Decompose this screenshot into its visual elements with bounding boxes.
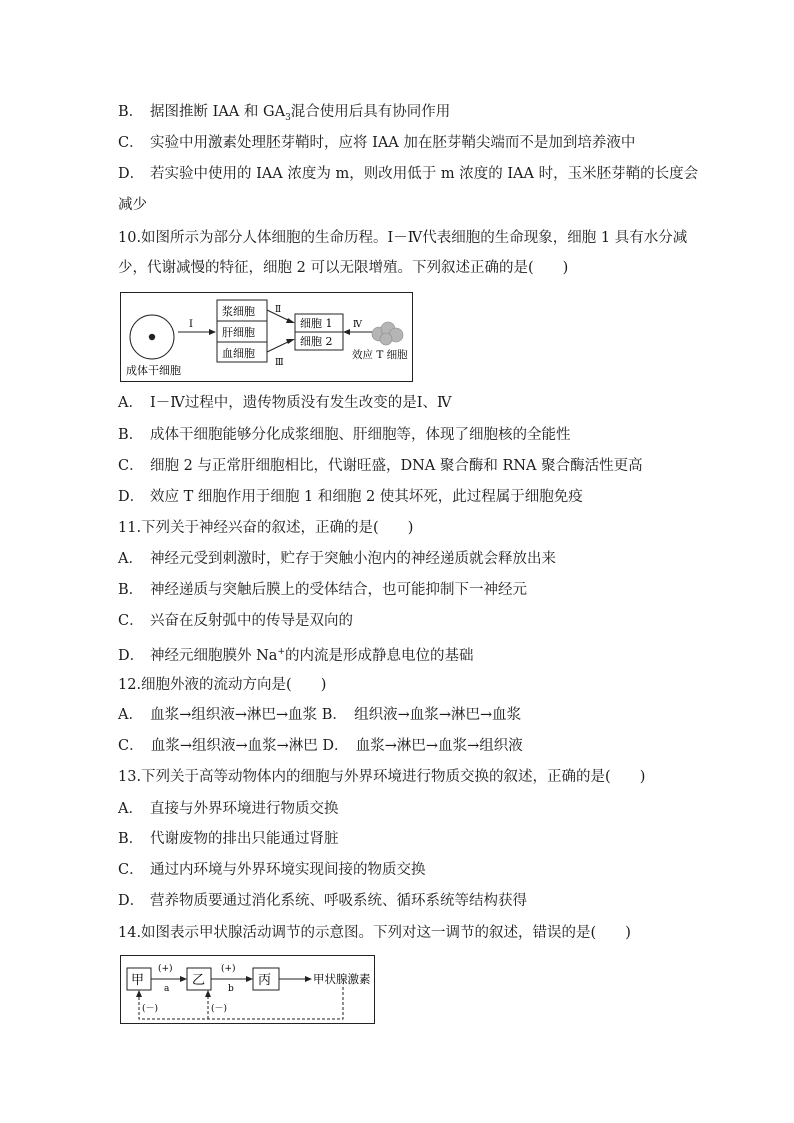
a-label: a (164, 984, 170, 994)
option-text: 神经元受到刺激时，贮存于突触小泡内的神经递质就会释放出来 (150, 551, 556, 567)
q9-option-d (118, 165, 698, 183)
option-label: D． (118, 647, 145, 664)
arrow-iii-label: Ⅲ (275, 358, 284, 368)
q12-options-row-1: A． 血浆→组织液→淋巴→血浆 B． 组织液→血浆→淋巴→血浆 (118, 707, 522, 723)
liver-cell-label: 肝细胞 (222, 326, 255, 339)
plasma-cell-label: 浆细胞 (222, 305, 255, 318)
option-label: B． (118, 427, 144, 443)
q12-stem: 12.细胞外液的流动方向是( ) (118, 677, 327, 693)
option-text: 营养物质要通过消化系统、呼吸系统、循环系统等结构获得 (150, 893, 527, 909)
q10-option-b (118, 426, 571, 444)
option-text: 效应 T 细胞作用于细胞 1 和细胞 2 使其坏死，此过程属于细胞免疫 (150, 489, 583, 505)
q14-stem: 14.如图表示甲状腺活动调节的示意图。下列对这一调节的叙述，错误的是( ) (118, 925, 631, 941)
plus-a-label: (+) (158, 964, 173, 974)
plus-b-label: (+) (221, 964, 236, 974)
option-label: A． (118, 395, 143, 411)
effector-t-cell-shape (372, 322, 403, 345)
q10-option-a (118, 394, 451, 412)
q10-stem-1: 10.如图所示为部分人体细胞的生命历程。Ⅰ－Ⅳ代表细胞的生命现象，细胞 1 具有水分减 (118, 230, 688, 246)
q10-option-d (118, 488, 583, 506)
q13-option-a (118, 800, 339, 818)
stem-cell-nucleus (149, 334, 155, 340)
q11-stem: 11.下列关于神经兴奋的叙述，正确的是( ) (118, 520, 414, 536)
option-label: C． (118, 613, 144, 629)
q11-option-d (118, 643, 474, 665)
yi-label: 乙 (192, 973, 206, 988)
feedback-line-1 (139, 987, 343, 1019)
option-text: 成体干细胞能够分化成浆细胞、肝细胞等，体现了细胞核的全能性 (150, 427, 571, 443)
stem-cell-label: 成体干细胞 (126, 364, 181, 377)
option-label: C． (118, 135, 144, 151)
q10-option-c (118, 457, 643, 475)
q13-option-d (118, 892, 527, 910)
subscript: 3 (285, 112, 291, 123)
q9-option-d-cont: 减少 (118, 197, 147, 213)
option-label: B． (118, 582, 144, 598)
option-text-b: 混合使用后具有协同作用 (290, 104, 451, 120)
cell-life-history-figure (120, 292, 413, 382)
minus-2-label: (－) (211, 1004, 228, 1014)
q11-option-a (118, 550, 556, 568)
option-text-a: 据图推断 IAA 和 GA (150, 104, 286, 120)
q13-stem: 13.下列关于高等动物体内的细胞与外界环境进行物质交换的叙述，正确的是( ) (118, 769, 646, 785)
q10-stem-2: 少，代谢减慢的特征，细胞 2 可以无限增殖。下列叙述正确的是( ) (118, 260, 569, 276)
option-text: 细胞 2 与正常肝细胞相比，代谢旺盛，DNA 聚合酶和 RNA 聚合酶活性更高 (150, 458, 643, 474)
option-label: C． (118, 862, 144, 878)
cell-1-label: 细胞 1 (300, 317, 333, 330)
option-label: D． (118, 489, 145, 505)
option-label: D． (118, 893, 145, 909)
option-text: 代谢废物的排出只能通过肾脏 (150, 831, 339, 847)
option-text: 实验中用激素处理胚芽鞘时，应将 IAA 加在胚芽鞘尖端而不是加到培养液中 (150, 135, 636, 151)
option-label: A． (118, 801, 143, 817)
arrow-iv-label: Ⅳ (353, 320, 362, 330)
option-label: C． (118, 458, 144, 474)
effector-t-cell-label: 效应 T 细胞 (352, 349, 408, 361)
bing-label: 丙 (258, 973, 272, 988)
option-text-a: 神经元细胞膜外 Na (150, 647, 278, 664)
option-text: 通过内环境与外界环境实现间接的物质交换 (150, 862, 426, 878)
minus-1-label: (－) (142, 1004, 159, 1014)
q9-option-c (118, 134, 635, 152)
option-text: Ⅰ－Ⅳ过程中，遗传物质没有发生改变的是Ⅰ、Ⅳ (150, 395, 452, 411)
thyroid-hormone-label: 甲状腺激素 (313, 972, 371, 986)
option-text: 若实验中使用的 IAA 浓度为 m，则改用低于 m 浓度的 IAA 时，玉米胚芽鞘的长度会 (150, 166, 699, 182)
option-text: 兴奋在反射弧中的传导是双向的 (150, 613, 353, 629)
blood-cell-label: 血细胞 (222, 347, 255, 360)
jia-label: 甲 (131, 973, 145, 988)
option-label: D． (118, 166, 145, 182)
q11-option-c (118, 612, 353, 630)
b-label: b (228, 984, 234, 994)
option-text: 神经递质与突触后膜上的受体结合，也可能抑制下一神经元 (150, 582, 527, 598)
q13-option-b (118, 830, 339, 848)
option-label: B． (118, 831, 144, 847)
q12-options-row-2: C． 血浆→组织液→血浆→淋巴 D． 血浆→淋巴→血浆→组织液 (118, 738, 523, 754)
arrow-ii-label: Ⅱ (275, 305, 282, 315)
arrow-i-label: Ⅰ (189, 319, 193, 330)
option-label: B． (118, 104, 144, 120)
thyroid-regulation-figure (120, 955, 375, 1025)
option-text-b: 的内流是形成静息电位的基础 (285, 647, 474, 664)
option-label: A． (118, 551, 143, 567)
cell-2-label: 细胞 2 (300, 335, 333, 348)
q9-option-b (118, 103, 450, 127)
q11-option-b (118, 581, 527, 599)
option-text: 直接与外界环境进行物质交换 (150, 801, 339, 817)
superscript: + (277, 647, 285, 657)
q13-option-c (118, 861, 426, 879)
